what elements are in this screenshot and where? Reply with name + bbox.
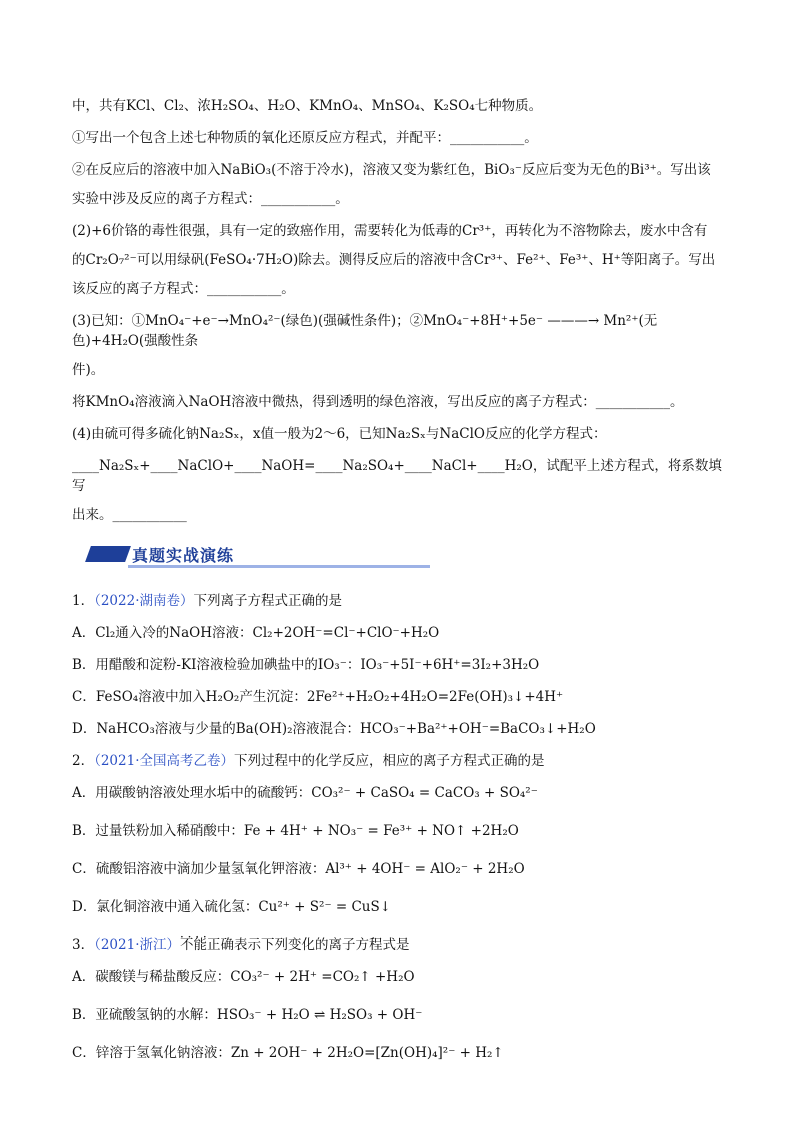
text-line: (4)由硫可得多硫化钠Na₂Sₓ，x值一般为2～6，已知Na₂Sₓ与NaClO反应的化学方程式： <box>72 426 607 442</box>
text-line: ①写出一个包含上述七种物质的氧化还原反应方程式，并配平：___________。 <box>72 130 538 146</box>
text-line: ____Na₂Sₓ+____NaClO+____NaOH=____Na₂SO₄+____NaCl+____H₂O，试配平上述方程式，将系数填写 <box>72 458 722 494</box>
text-line: 的Cr₂O₇²⁻可以用绿矾(FeSO₄·7H₂O)除去。测得反应后的溶液中含Cr³⁺、Fe²⁺、Fe³⁺、H⁺等阳离子。写出 <box>72 252 716 268</box>
option-b: B．用醋酸和淀粉-KI溶液检验加碘盐中的IO₃⁻：IO₃⁻+5I⁻+6H⁺=3I₂+3H₂O <box>72 657 540 673</box>
text-line: 该反应的离子方程式：___________。 <box>72 281 295 297</box>
question-source: （2021·浙江） <box>94 937 180 953</box>
banner-bar <box>85 546 131 562</box>
question-stem <box>72 751 732 771</box>
question-source: （2022·湖南卷） <box>94 593 194 609</box>
question-source: （2021·全国高考乙卷） <box>94 753 234 769</box>
question-stem <box>72 935 732 955</box>
option-a: A．碳酸镁与稀盐酸反应：CO₃²⁻ + 2H⁺ =CO₂↑ +H₂O <box>72 969 415 985</box>
text-line: 出来。___________ <box>72 507 187 523</box>
option-b: B．亚硫酸氢钠的水解：HSO₃⁻ + H₂O ⇌ H₂SO₃ + OH⁻ <box>72 1007 423 1023</box>
question-stem <box>72 591 732 611</box>
text-line: ②在反应后的溶液中加入NaBiO₃(不溶于冷水)，溶液又变为紫红色，BiO₃⁻反应后变为无色的Bi³⁺。写出该 <box>72 162 711 178</box>
question-text: 表示下列变化的离子方程式是 <box>234 937 410 953</box>
text-line: (2)+6价铬的毒性很强，具有一定的致癌作用，需要转化为低毒的Cr³⁺，再转化为不溶物除去，废水中含有 <box>72 223 708 239</box>
option-d: D．NaHCO₃溶液与少量的Ba(OH)₂溶液混合：HCO₃⁻+Ba²⁺+OH⁻=BaCO₃↓+H₂O <box>72 721 596 737</box>
text-line: 件)。 <box>72 362 105 378</box>
section-title: 真题实战演练 <box>132 546 235 565</box>
option-c: C．硫酸铝溶液中滴加少量氢氧化钾溶液：Al³⁺ + 4OH⁻ = AlO₂⁻ + 2H₂O <box>72 861 525 877</box>
text-line: 中，共有KCl、Cl₂、浓H₂SO₄、H₂O、KMnO₄、MnSO₄、K₂SO₄七种物质。 <box>72 98 543 114</box>
question-text: 下列过程中的化学反应，相应的离子方程式正确的是 <box>234 753 545 769</box>
emphasis-text: · · · · 不能正确 <box>180 937 234 953</box>
text-line: (3)已知：①MnO₄⁻+e⁻→MnO₄²⁻(绿色)(强碱性条件)；②MnO₄⁻+8H⁺+5e⁻ ———→ Mn²⁺(无色)+4H₂O(强酸性条 <box>72 313 658 349</box>
section-banner <box>88 543 732 569</box>
question-text: 下列离子方程式正确的是 <box>193 593 342 609</box>
text-line: 将KMnO₄溶液滴入NaOH溶液中微热，得到透明的绿色溶液，写出反应的离子方程式：___________。 <box>72 394 684 410</box>
question-number: 2． <box>72 753 95 769</box>
text-line: 实验中涉及反应的离子方程式：___________。 <box>72 191 349 207</box>
option-a: A．用碳酸钠溶液处理水垢中的硫酸钙：CO₃²⁻ + CaSO₄ = CaCO₃ + SO₄²⁻ <box>72 785 538 801</box>
document-page <box>72 96 732 1075</box>
question-number: 3． <box>72 937 95 953</box>
option-b: B．过量铁粉加入稀硝酸中：Fe + 4H⁺ + NO₃⁻ = Fe³⁺ + NO↑ +2H₂O <box>72 823 519 839</box>
option-a: A．Cl₂通入冷的NaOH溶液：Cl₂+2OH⁻=Cl⁻+ClO⁻+H₂O <box>72 625 440 641</box>
option-c: C．FeSO₄溶液中加入H₂O₂产生沉淀：2Fe²⁺+H₂O₂+4H₂O=2Fe(OH)₃↓+4H⁺ <box>72 689 564 705</box>
option-d: D．氯化铜溶液中通入硫化氢：Cu²⁺ + S²⁻ = CuS↓ <box>72 899 392 915</box>
banner-rule <box>128 565 430 568</box>
option-c: C．锌溶于氢氧化钠溶液：Zn + 2OH⁻ + 2H₂O=[Zn(OH)₄]²⁻ + H₂↑ <box>72 1045 504 1061</box>
question-number: 1． <box>72 593 95 609</box>
